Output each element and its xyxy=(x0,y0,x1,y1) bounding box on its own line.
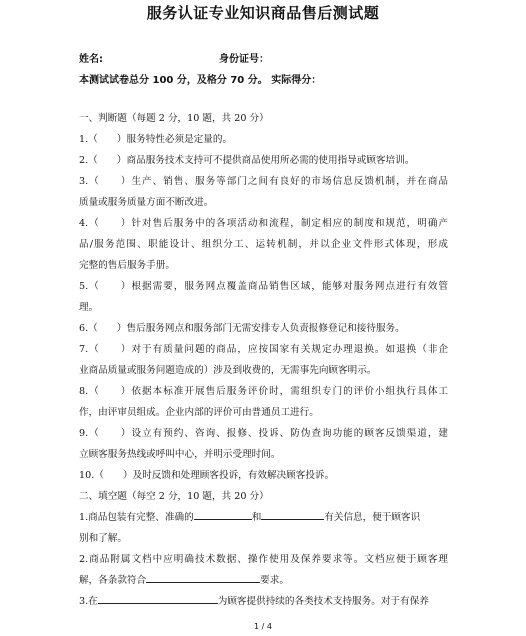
fill-question-2-line-1: 2.商品附属文档中应明确技术数据、操作使用及保养要求等。文档应便于顾客理 xyxy=(79,554,448,565)
fill-3-blank xyxy=(98,591,218,604)
question-9-line-2: 立顾客服务热线或呼叫中心，并明示受理时间。 xyxy=(79,449,281,460)
question-6: 6.（ ）售后服务网点和服务部门无需安排专人负责报修登记和接待服务。 xyxy=(79,323,405,334)
fill-1-blank-a xyxy=(194,507,252,520)
question-4-line-2: 品/服务范围、职能设计、组织分工、运转机制，并以企业文件形式体现，形成 xyxy=(79,239,448,250)
question-2: 2.（ ）商品服务技术支持可不提供商品使用所必需的使用指导或顾客培训。 xyxy=(79,155,415,166)
section-heading-fill-in: 二、填空题（每空 2 分，10 题，共 20 分） xyxy=(79,491,269,502)
fill-question-2-line-2 xyxy=(79,570,448,591)
page-title: 服务认证专业知识商品售后测试题 xyxy=(146,4,380,22)
question-9-line-1: 9.（ ）设立有预约、咨询、报修、投诉、防伪查询功能的顾客反馈渠道，建 xyxy=(79,428,448,439)
question-8-line-1: 8.（ ）依据本标准开展售后服务评价时，需组织专门的评价小组执行具体工 xyxy=(79,386,448,397)
exam-body xyxy=(79,108,448,612)
id-number-label: 身份证号： xyxy=(219,54,269,65)
fill-1-blank-b xyxy=(261,507,324,520)
score-line: 本测试试卷总分 100 分，及格分 70 分。 实际得分： xyxy=(79,75,322,86)
fill-2-text-before: 解，各条款符合 xyxy=(79,575,147,586)
question-7-line-1: 7.（ ）对于有质量问题的商品，应按国家有关规定办理退换。如退换（非企 xyxy=(79,344,448,355)
section-heading-judgement: 一、判断题（每题 2 分，10 题，共 20 分） xyxy=(79,113,269,124)
fill-3-text-before: 3.在 xyxy=(79,596,98,607)
fill-1-text-before: 1.商品包装有完整、准确的 xyxy=(79,512,194,523)
question-10: 10.（ ）及时反馈和处理顾客投诉，有效解决顾客投诉。 xyxy=(79,470,335,481)
question-7-line-2: 业商品质量或服务问题造成的）涉及到收费的，无需事先向顾客明示。 xyxy=(79,365,377,376)
fill-2-blank xyxy=(146,570,260,583)
question-4-line-1: 4.（ ）针对售后服务中的各项活动和流程，制定相应的制度和规范，明确产 xyxy=(79,218,448,229)
question-3-line-2: 质量或服务质量方面不断改进。 xyxy=(79,197,214,208)
fill-1-text-after: 有关信息，便于顾客识 xyxy=(324,512,421,523)
candidate-info-row xyxy=(79,50,459,65)
fill-question-1-line-2: 别和了解。 xyxy=(79,533,127,544)
question-3-line-1: 3.（ ）生产、销售、服务等部门之间有良好的市场信息反馈机制，并在商品 xyxy=(79,176,448,187)
page-number: 1 / 4 xyxy=(254,622,272,631)
fill-question-1-line-1 xyxy=(79,507,448,528)
fill-2-text-after: 要求。 xyxy=(260,575,289,586)
fill-question-3-line-1 xyxy=(79,591,448,612)
question-8-line-2: 作，由评审员组成。企业内部的评价可由普通员工进行。 xyxy=(79,407,319,418)
question-5-line-1: 5.（ ）根据需要，服务网点覆盖商品销售区域，能够对服务网点进行有效管 xyxy=(79,281,448,292)
name-label: 姓名: xyxy=(79,54,103,65)
question-5-line-2: 理。 xyxy=(79,302,99,313)
fill-1-text-middle: 和 xyxy=(251,512,262,523)
fill-3-text-after: 为顾客提供持续的各类技术支持服务。对于有保养 xyxy=(217,596,429,607)
question-1: 1.（ ）服务特性必须是定量的。 xyxy=(79,134,233,145)
question-4-line-3: 完整的售后服务手册。 xyxy=(79,260,175,271)
